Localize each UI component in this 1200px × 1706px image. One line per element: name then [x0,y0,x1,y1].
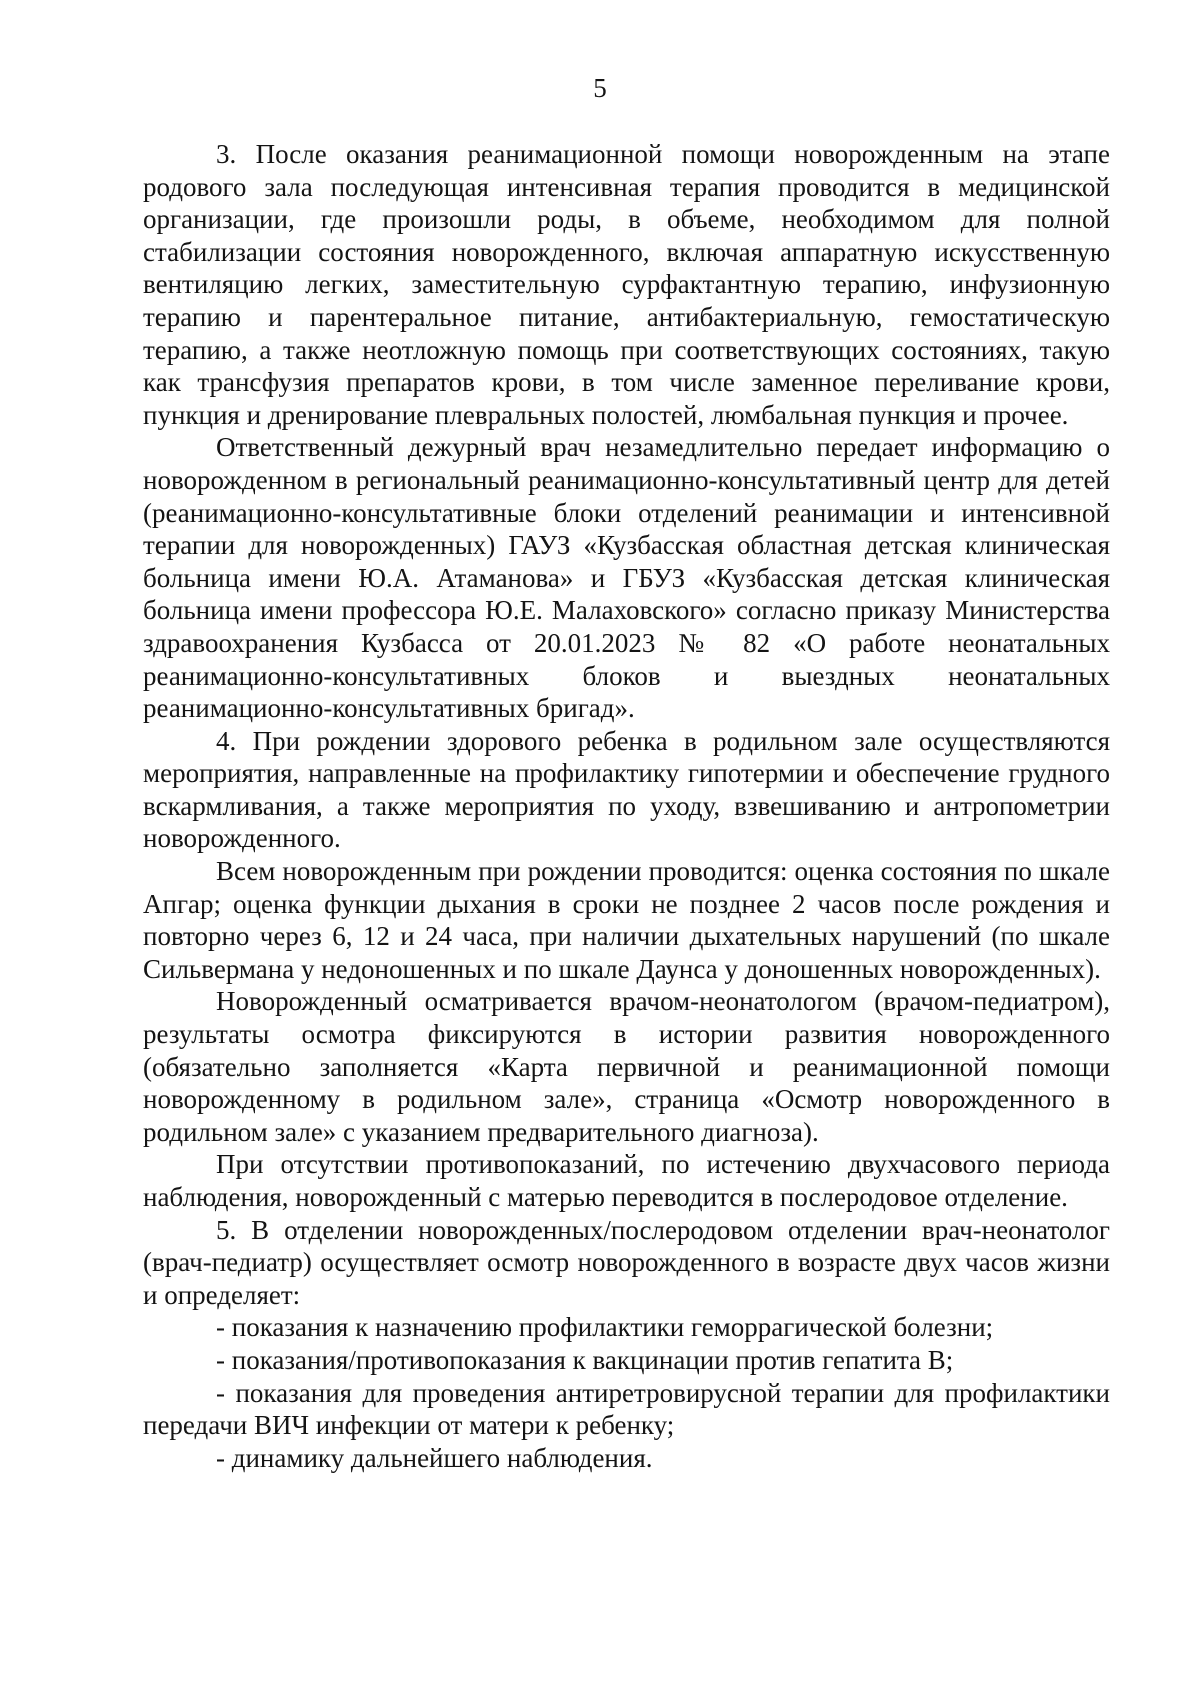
list-item-dynamics: - динамику дальнейшего наблюдения. [216,1442,653,1473]
paragraph-item-4: 4. При рождении здорового ребенка в родильном зале осуществляются мероприятия, направленные на профилактику гипотермии и обеспечение грудного вскармливания, а также мероприятия по уходу, взвешиванию и антропометрии новорожденного. [143,725,1110,854]
paragraph-examination: Новорожденный осматривается врачом-неонатологом (врачом-педиатром), результаты осмотра фиксируются в истории развития новорожденного (обязательно заполняется «Карта первичной и реанимационной помощи новорожденному в родильном зале», страница «Осмотр новорожденного в родильном зале» с указанием предварительного диагноза). [143,986,1110,1147]
paragraph-item-5: 5. В отделении новорожденных/послеродовом отделении врач-неонатолог (врач-педиатр) осуществляет осмотр новорожденного в возрасте двух часов жизни и определяет: [143,1214,1110,1310]
paragraph-assessment: Всем новорожденным при рождении проводится: оценка состояния по шкале Апгар; оценка функции дыхания в сроки не позднее 2 часов после рождения и повторно через 6, 12 и 24 часа, при наличии дыхательных нарушений (по шкале Сильвермана у недоношенных и по шкале Даунса у доношенных новорожденных). [143,856,1110,984]
paragraph-item-3: 3. После оказания реанимационной помощи новорожденным на этапе родового зала последующая интенсивная терапия проводится в медицинской организации, где произошли роды, в объеме, необходимом для полной стабилизации состояния новорожденного, включая аппаратную искусственную вентиляцию легких, заместительную сурфактантную терапию, инфузионную терапию и парентеральное питание, антибактериальную, гемостатическую терапию, а также неотложную помощь при соответствующих состояниях, такую как трансфузия препаратов крови, в том числе заменное переливание крови, пункция и дренирование плевральных полостей, люмбальная пункция и прочее. [143,139,1110,430]
list-item-antiretroviral: - показания для проведения антиретровирусной терапии для профилактики передачи ВИЧ инфекции от матери к ребенку; [143,1377,1110,1441]
page-number: 5 [593,73,607,103]
list-item-vaccination: - показания/противопоказания к вакцинации против гепатита B; [216,1344,954,1375]
paragraph-duty-doctor: Ответственный дежурный врач незамедлительно передает информацию о новорожденном в региональный реанимационно-консультативный центр для детей (реанимационно-консультативные блоки отделений реанимации и интенсивной терапии для новорожденных) ГАУЗ «Кузбасская областная детская клиническая больница имени Ю.А. Атаманова» и ГБУЗ «Кузбасская детская клиническая больница имени профессора Ю.Е. Малаховского» согласно приказу Министерства здравоохранения Кузбасса от 20.01.2023 № 82 «О работе неонатальных реанимационно-консультативных блоков и выездных неонатальных реанимационно-консультативных бригад». [143,432,1110,724]
paragraph-transfer: При отсутствии противопоказаний, по истечению двухчасового периода наблюдения, новорожденный с матерью переводится в послеродовое отделение. [143,1149,1110,1212]
document-body [143,138,1110,1474]
list-item-hemorrhagic: - показания к назначению профилактики геморрагической болезни; [216,1312,994,1343]
